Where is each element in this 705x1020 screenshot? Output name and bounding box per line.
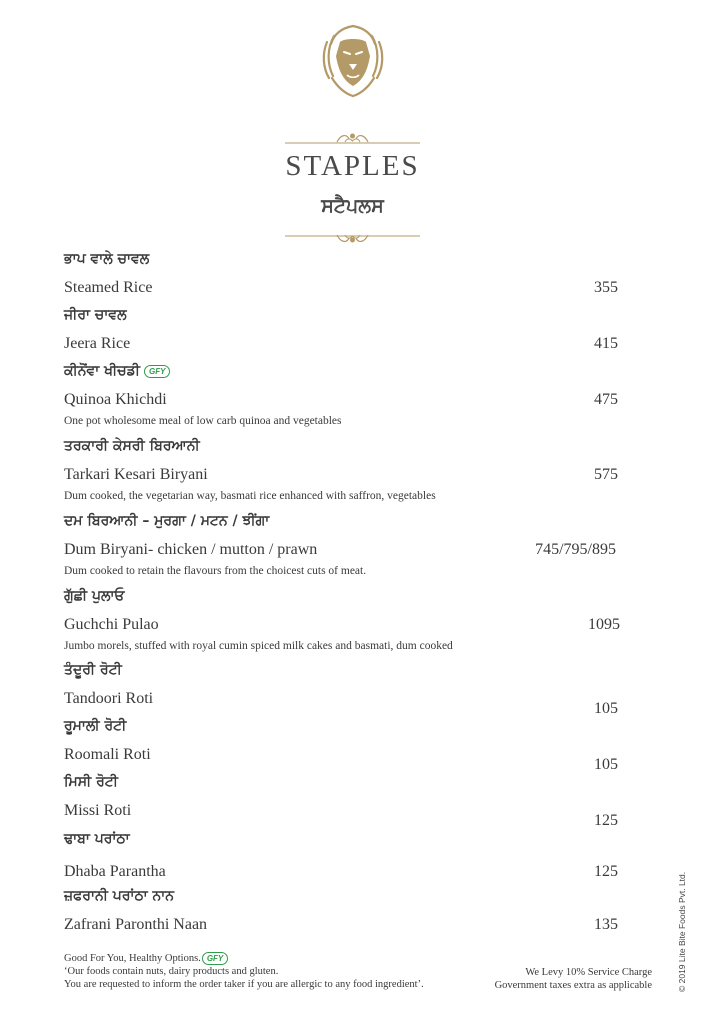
item-price: 745/795/895 — [535, 541, 616, 558]
item-price: 105 — [594, 756, 618, 773]
item-name-punjabi: ਤਰਕਾਰੀ ਕੇਸਰੀ ਬਿਰਆਨੀ — [64, 438, 200, 454]
item-price: 475 — [594, 391, 618, 408]
footer-gfy-note: Good For You, Healthy Options. — [64, 953, 201, 964]
item-description: Dum cooked to retain the flavours from the choicest cuts of meat. — [64, 565, 367, 577]
item-name-punjabi: ਕੀਨੋਂਵਾ ਖੀਚਡੀ — [64, 363, 140, 379]
copyright-text: © 2019 Lite Bite Foods Pvt. Ltd. — [677, 871, 687, 992]
item-name: Roomali Roti — [64, 746, 151, 763]
item-name: Zafrani Paronthi Naan — [64, 916, 208, 933]
item-name-punjabi: ਗੁੱਛੀ ਪੁਲਾਓ — [64, 588, 125, 604]
menu-item — [64, 436, 624, 502]
gfy-badge: GFY — [144, 365, 170, 378]
item-price: 1095 — [588, 616, 620, 633]
item-name-punjabi: ਭਾਪ ਵਾਲੇ ਚਾਵਲ — [64, 251, 150, 267]
footer-charges — [495, 966, 652, 992]
item-name-punjabi: ਜ਼ਫਰਾਨੀ ਪਰਾਂਠਾ ਨਾਨ — [64, 888, 175, 904]
page-title: STAPLES — [285, 150, 420, 182]
footer-allergy-request: You are requested to inform the order taker if you are allergic to any food ingredient’. — [64, 979, 424, 991]
service-charge-note: We Levy 10% Service Charge — [525, 967, 652, 978]
menu-item — [64, 511, 624, 577]
item-name: Dum Biryani- chicken / mutton / prawn — [64, 541, 318, 558]
item-name: Tandoori Roti — [64, 690, 154, 707]
taxes-note: Government taxes extra as applicable — [494, 980, 652, 991]
item-name: Jeera Rice — [64, 335, 131, 352]
menu-item — [64, 886, 624, 938]
item-description: One pot wholesome meal of low carb quinoa and vegetables — [64, 415, 342, 427]
item-name-punjabi: ਮਿਸੀ ਰੋਟੀ — [64, 774, 118, 790]
item-name-punjabi: ਤੰਦੂਰੀ ਰੋਟੀ — [64, 662, 122, 678]
item-name-punjabi: ਰੂਮਾਲੀ ਰੋਟੀ — [64, 718, 127, 734]
item-price: 575 — [594, 466, 618, 483]
menu-item — [64, 716, 624, 773]
item-price: 135 — [594, 916, 618, 933]
menu-item — [64, 829, 624, 885]
menu-item — [64, 586, 624, 652]
lion-head-logo-icon — [318, 22, 388, 98]
menu-item — [64, 772, 624, 829]
item-name-punjabi: ਦਮ ਬਿਰਆਨੀ – ਮੁਰਗਾ / ਮਟਨ / ਝੀਂਗਾ — [64, 513, 270, 529]
top-divider-ornament — [285, 130, 420, 146]
menu-item — [64, 660, 624, 717]
menu-item — [64, 249, 624, 301]
item-price: 355 — [594, 279, 618, 296]
menu-item — [64, 305, 624, 357]
item-description: Dum cooked, the vegetarian way, basmati rice enhanced with saffron, vegetables — [64, 490, 436, 502]
item-price: 105 — [594, 700, 618, 717]
menu-item — [64, 361, 624, 427]
item-description: Jumbo morels, stuffed with royal cumin spiced milk cakes and basmati, dum cooked — [64, 640, 453, 652]
bottom-divider-ornament — [285, 229, 420, 245]
item-name: Missi Roti — [64, 802, 132, 819]
item-name: Dhaba Parantha — [64, 863, 166, 880]
item-name-punjabi: ਢਾਬਾ ਪਰਾਂਠਾ — [64, 831, 130, 847]
item-name: Guchchi Pulao — [64, 616, 159, 633]
item-name: Quinoa Khichdi — [64, 391, 167, 408]
footer-notes — [64, 952, 424, 991]
item-name-punjabi: ਜੀਰਾ ਚਾਵਲ — [64, 307, 127, 323]
page-subtitle-punjabi: ਸਟੈਪਲਸ — [321, 195, 384, 217]
item-name: Tarkari Kesari Biryani — [64, 466, 208, 483]
item-name: Steamed Rice — [64, 279, 153, 296]
footer-allergen-note: ‘Our foods contain nuts, dairy products and gluten. — [64, 966, 279, 978]
gfy-badge: GFY — [202, 952, 228, 965]
item-price: 125 — [594, 812, 618, 829]
item-price: 125 — [594, 863, 618, 880]
item-price: 415 — [594, 335, 618, 352]
